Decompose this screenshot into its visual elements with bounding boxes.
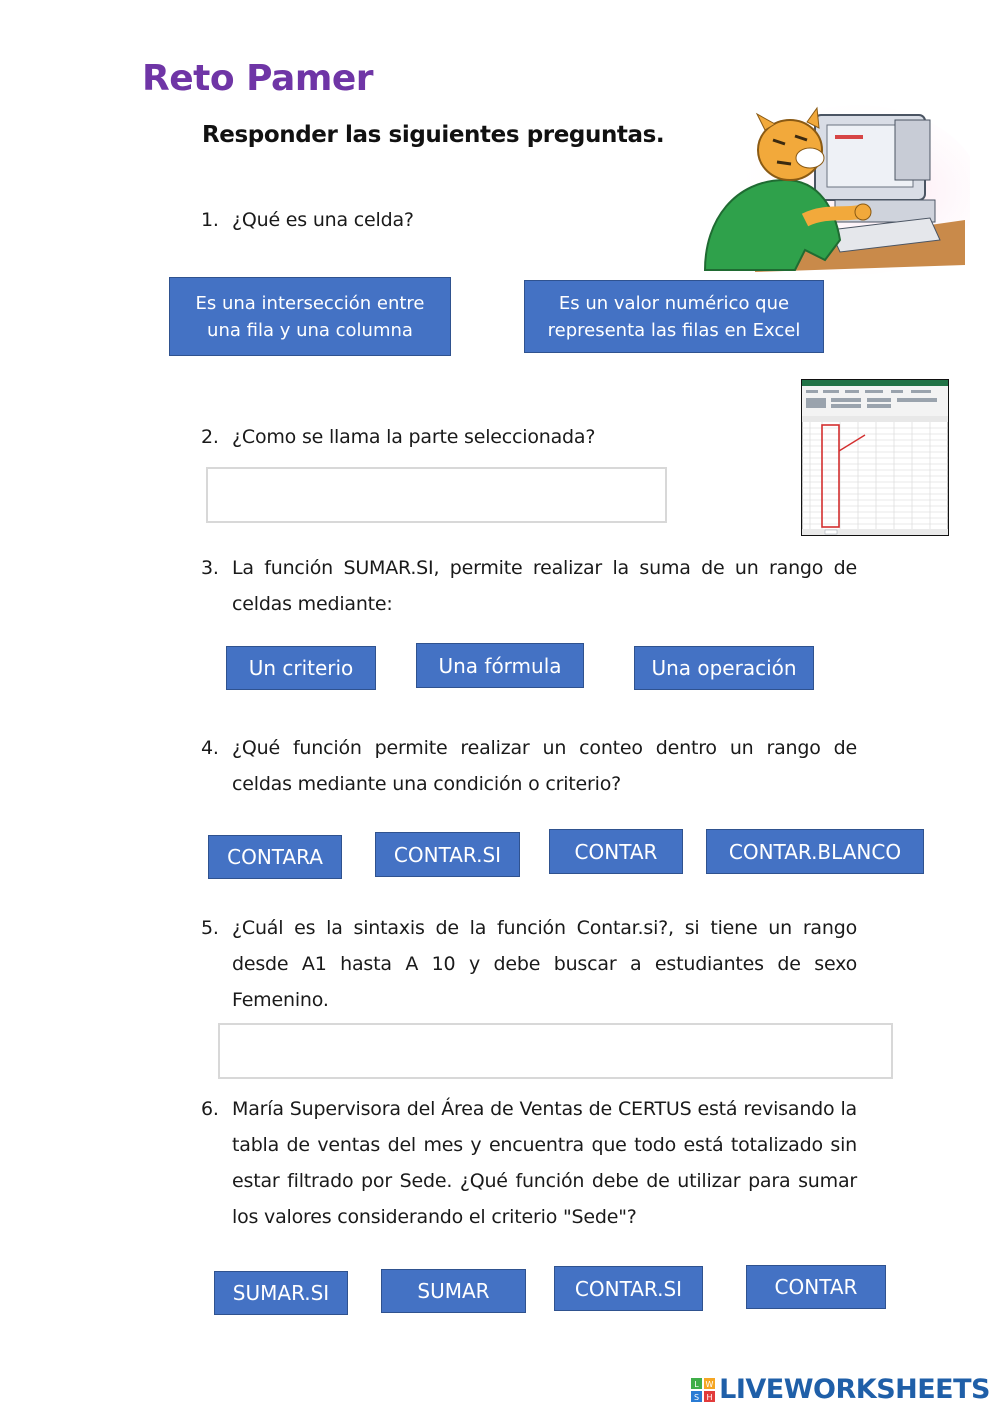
question-5: [201, 910, 857, 1020]
badge-letter: L: [694, 1379, 699, 1389]
logo-badge-icon: [691, 1378, 715, 1402]
question-text: La función SUMAR.SI, permite realizar la suma de un rango de celdas mediante:: [232, 557, 857, 615]
badge-letter: H: [706, 1392, 713, 1402]
tiger-computer-illustration: [695, 100, 970, 275]
liveworksheets-logo: [691, 1374, 990, 1405]
q4-option-4[interactable]: CONTAR.BLANCO: [706, 829, 924, 874]
badge-letter: S: [694, 1392, 700, 1402]
excel-column-screenshot: [801, 379, 949, 536]
question-4: [201, 730, 857, 806]
q5-answer-input[interactable]: [220, 1025, 891, 1077]
q1-option-1[interactable]: Es una intersección entre una fila y una columna: [169, 277, 451, 356]
question-number: 5.: [201, 917, 219, 939]
q2-answer-box[interactable]: [206, 467, 667, 523]
q5-answer-box[interactable]: [218, 1023, 893, 1079]
question-1: [201, 202, 861, 242]
question-3: [201, 550, 857, 626]
q6-option-4[interactable]: CONTAR: [746, 1265, 886, 1309]
q3-option-3[interactable]: Una operación: [634, 646, 814, 690]
badge-letter: W: [705, 1379, 714, 1389]
question-6: [201, 1091, 857, 1241]
q1-option-2[interactable]: Es un valor numérico que representa las filas en Excel: [524, 280, 824, 353]
question-text: ¿Qué es una celda?: [232, 209, 414, 231]
question-number: 1.: [201, 209, 219, 231]
q2-answer-input[interactable]: [208, 469, 665, 521]
question-number: 4.: [201, 737, 219, 759]
question-text: ¿Cuál es la sintaxis de la función Contar.si?, si tiene un rango desde A1 hasta A 10 y debe buscar a estudiantes de sexo Femenino.: [232, 917, 857, 1011]
q3-option-2[interactable]: Una fórmula: [416, 643, 584, 688]
q4-option-2[interactable]: CONTAR.SI: [375, 832, 520, 877]
logo-text: LIVEWORKSHEETS: [719, 1374, 990, 1405]
q6-option-3[interactable]: CONTAR.SI: [554, 1266, 703, 1311]
page-title: Reto Pamer: [142, 58, 374, 99]
question-text: ¿Como se llama la parte seleccionada?: [232, 426, 596, 448]
instructions-heading: Responder las siguientes preguntas.: [202, 122, 665, 148]
q6-option-1[interactable]: SUMAR.SI: [214, 1271, 348, 1315]
question-number: 2.: [201, 426, 219, 448]
question-text: ¿Qué función permite realizar un conteo dentro un rango de celdas mediante una condición o criterio?: [232, 737, 857, 795]
question-number: 3.: [201, 557, 219, 579]
question-2: [201, 419, 781, 459]
q4-option-3[interactable]: CONTAR: [549, 829, 683, 874]
q6-option-2[interactable]: SUMAR: [381, 1269, 526, 1313]
question-number: 6.: [201, 1098, 219, 1120]
q4-option-1[interactable]: CONTARA: [208, 835, 342, 879]
question-text: María Supervisora del Área de Ventas de CERTUS está revisando la tabla de ventas del mes y encuentra que todo está totalizado sin estar filtrado por Sede. ¿Qué función debe de utilizar para sumar los valores considerando el criterio "Sede"?: [232, 1098, 857, 1228]
q3-option-1[interactable]: Un criterio: [226, 646, 376, 690]
